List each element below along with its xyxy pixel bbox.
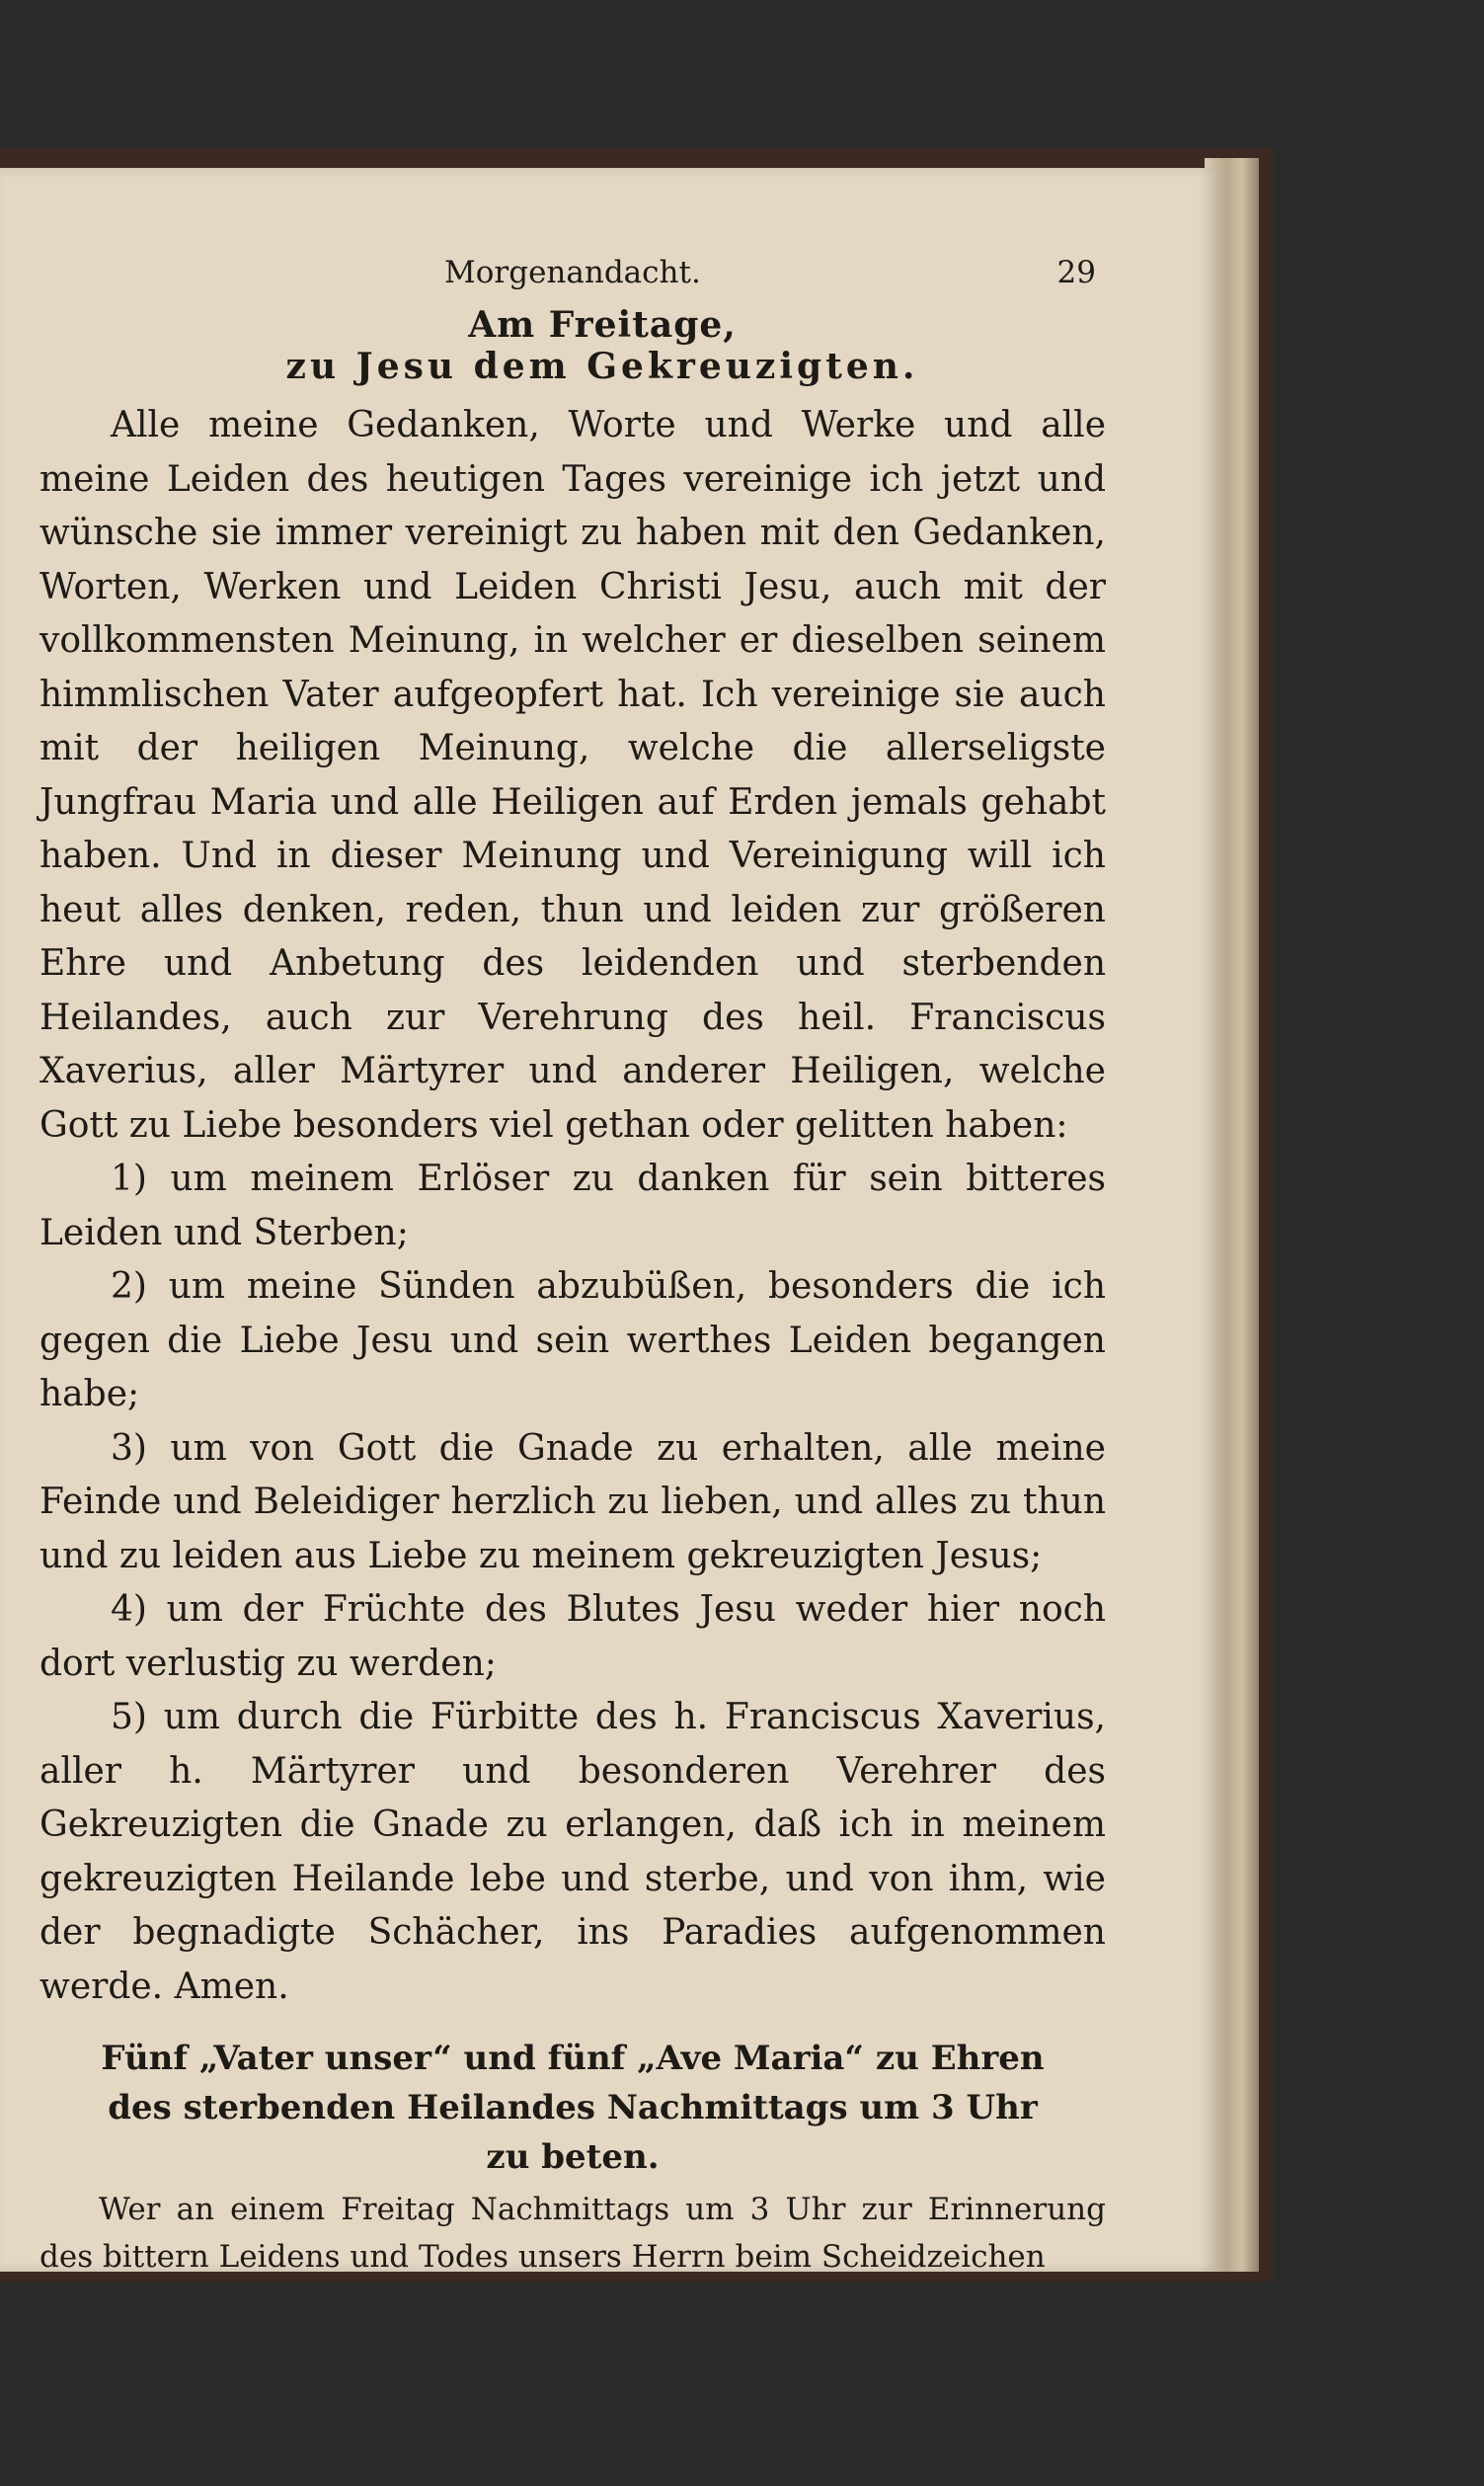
- prayer-title: Am Freitage,: [468, 304, 737, 346]
- list-item: 5) um durch die Fürbitte des h. Franciscus Xaverius, aller h. Märtyrer und besonderen Verehrer des Gekreuzigten die Gnade zu erlangen, daß ich in meinem gekreuzigten Heilande lebe und sterbe, und von ihm, wie der begnadigte Schächer, ins Paradies aufgenommen werde. Amen.: [39, 1697, 1106, 2007]
- prayer-subtitle: zu Jesu dem Gekreuzigten.: [285, 346, 919, 387]
- page-number: 29: [1056, 255, 1096, 290]
- section-heading-line: des sterbenden Heilandes Nachmittags um 3 Uhr: [108, 2088, 1038, 2127]
- book-page: [0, 168, 1216, 2275]
- intro-paragraph: Alle meine Gedanken, Worte und Werke und alle meine Leiden des heutigen Tages vereinige ich jetzt und wünsche sie immer vereinigt zu haben mit den Gedanken, Worten, Werken und Leiden Christi Jesu, auch mit der vollkommensten Meinung, in welcher er dieselben seinem himmlischen Vater aufgeopfert hat. Ich vereinige sie auch mit der heiligen Meinung, welche die allerseligste Jungfrau Maria und alle Heiligen auf Erden jemals gehabt haben. Und in dieser Meinung und Vereinigung will ich heut alles denken, reden, thun und leiden zur größeren Ehre und Anbetung des leidenden und sterbenden Heilandes, auch zur Verehrung des heil. Franciscus Xaverius, aller Märtyrer und anderer Heiligen, welche Gott zu Liebe besonders viel gethan oder gelitten haben:: [39, 405, 1106, 1146]
- list-item: 3) um von Gott die Gnade zu erhalten, alle meine Feinde und Beleidiger herzlich zu lieben, und alles zu thun und zu leiden aus Liebe zu meinem gekreuzigten Jesus;: [39, 1427, 1106, 1576]
- running-title: Morgenandacht.: [444, 255, 701, 290]
- list-item: 2) um meine Sünden abzubüßen, besonders die ich gegen die Liebe Jesu und sein werthes Leiden begangen habe;: [39, 1266, 1106, 1414]
- page-content: [39, 255, 1106, 2281]
- list-item: 4) um der Früchte des Blutes Jesu weder hier noch dort verlustig zu werden;: [39, 1589, 1106, 1684]
- list-item: 1) um meinem Erlöser zu danken für sein bitteres Leiden und Sterben;: [39, 1159, 1106, 1253]
- section-heading-line: zu beten.: [486, 2137, 660, 2177]
- page-header: [39, 255, 1106, 290]
- section-heading-line: Fünf „Vater unser“ und fünf „Ave Maria“ zu Ehren: [101, 2039, 1045, 2078]
- section-text: Wer an einem Freitag Nachmittags um 3 Uhr zur Erinnerung des bittern Leidens und Todes unsers Herrn beim Scheidzeichen: [39, 2192, 1106, 2275]
- section-heading: [39, 2034, 1106, 2182]
